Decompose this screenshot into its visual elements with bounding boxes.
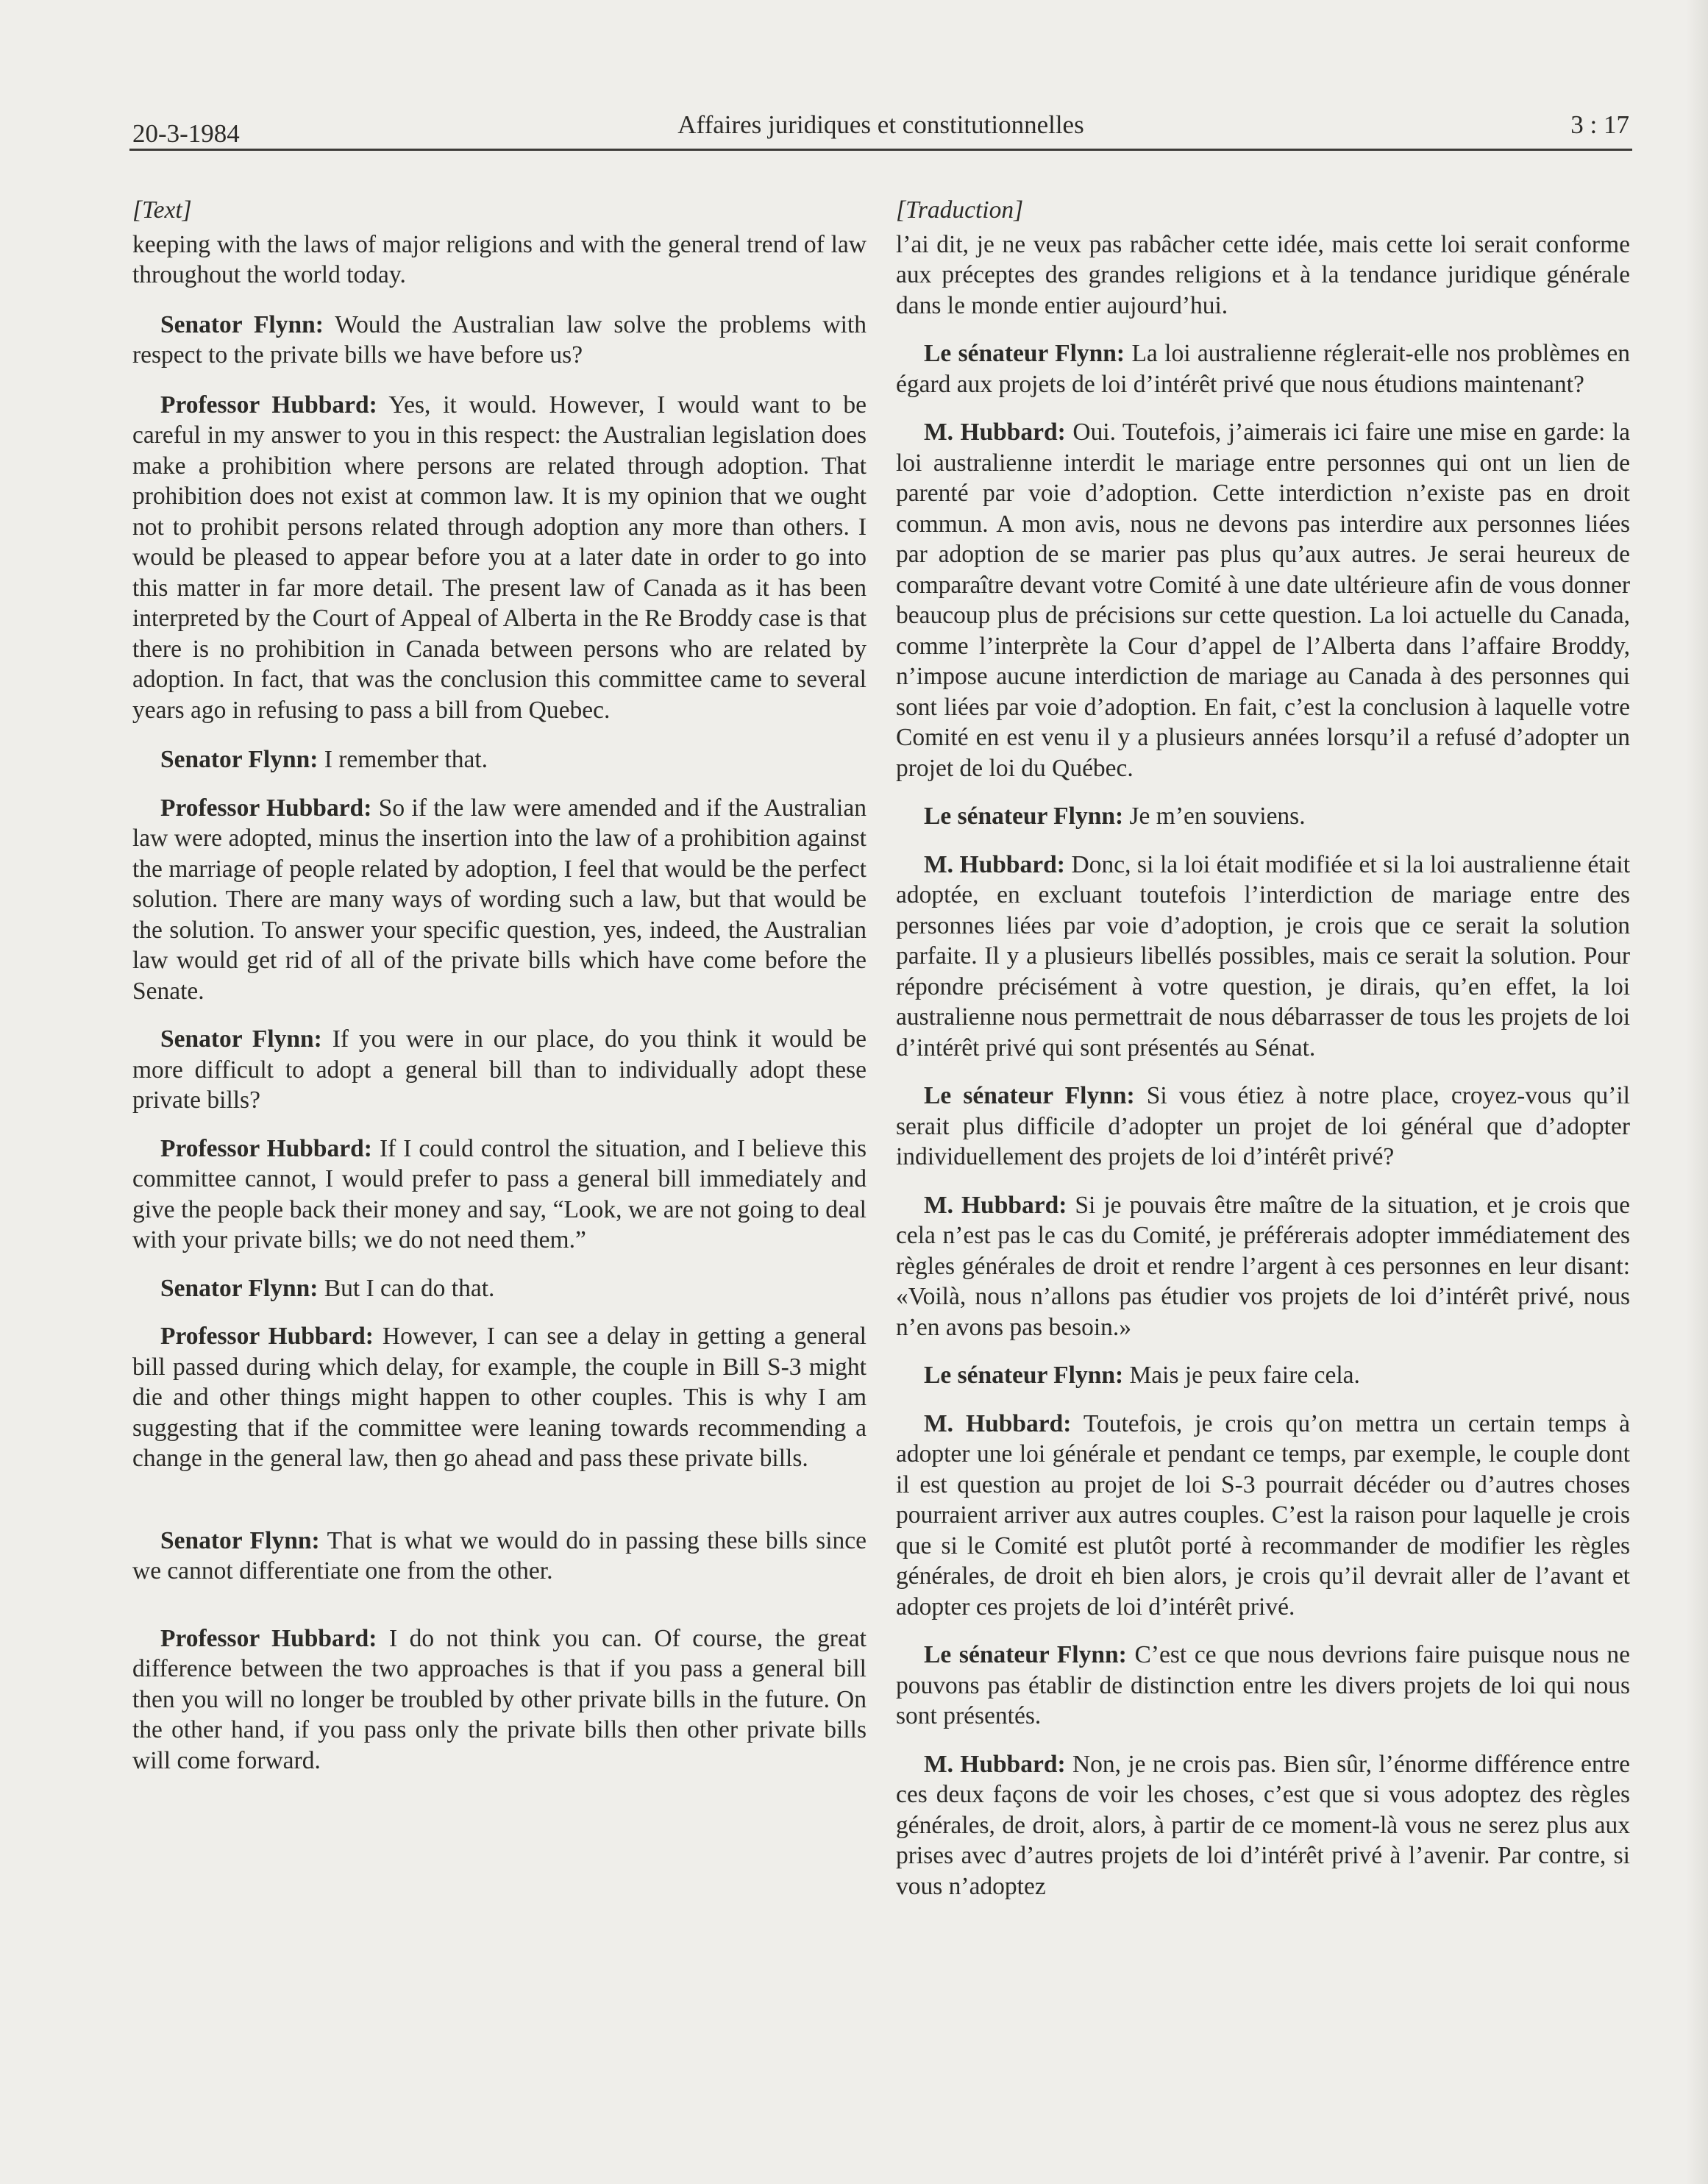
- header-date: 20-3-1984: [132, 119, 240, 148]
- speaker-label: Senator Flynn:: [160, 1526, 320, 1554]
- speech-text: I remember that.: [318, 746, 488, 773]
- speech-text: Non, je ne crois pas. Bien sûr, l’énorme différence entre ces deux façons de voir les choses, c’est que si vous adoptez des règles générales, de droit, alors, à partir de ce moment-là vous ne serez plus aux prises avec d’autres projets de loi d’intérêt privé à l’avenir. Par contre, si vous n’adoptez: [896, 1750, 1630, 1900]
- speech-text: If I could control the situation, and I believe this committee cannot, I would prefer to pass a general bill immediately and give the people back their money and say, “Look, we are not going to deal with your private bills; we do not need them.”: [132, 1134, 867, 1253]
- speech-paragraph: [132, 1526, 867, 1587]
- translation-tag: [Traduction]: [896, 196, 1024, 224]
- speaker-label: Le sénateur Flynn:: [924, 1641, 1127, 1668]
- speech-text: However, I can see a delay in getting a general bill passed during which delay, for example, the couple in Bill S-3 might die and other things might happen to other couples. This is why I am suggesting that if the committee were leaning towards recommending a change in the general law, then go ahead and pass these private bills.: [132, 1323, 867, 1472]
- speech-text: Si vous étiez à notre place, croyez-vous qu’il serait plus difficile d’adopter un projet de loi général que d’adopter individuellement des projets de loi d’intérêt privé?: [896, 1082, 1630, 1170]
- speech-paragraph: [896, 1360, 1630, 1391]
- speech-paragraph: [132, 793, 867, 1007]
- speech-text: So if the law were amended and if the Australian law were adopted, minus the insertion into the law of a prohibition against the marriage of people related by adoption, I feel that would be the perfect solution. There are many ways of wording such a law, but that would be the solution. To answer your specific question, yes, indeed, the Australian law would get rid of all of the private bills which have come before the Senate.: [132, 794, 867, 1005]
- speaker-label: Professor Hubbard:: [160, 1323, 374, 1350]
- text-tag: [Text]: [132, 196, 192, 224]
- continuation-paragraph: keeping with the laws of major religions and with the general trend of law throughout the world today.: [132, 230, 867, 288]
- page-edge: [1686, 0, 1708, 2184]
- speaker-label: M. Hubbard:: [924, 1750, 1066, 1778]
- header-page-number: 3 : 17: [1570, 110, 1629, 139]
- speech-paragraph: [896, 338, 1630, 399]
- speech-text: That is what we would do in passing these bills since we cannot differentiate one from the other.: [132, 1526, 867, 1584]
- speech-text: Si je pouvais être maître de la situation, et je crois que cela n’est pas le cas du Comité, je préférerais adopter immédiatement des règles générales de droit et rendre l’argent à ces personnes en leur disant: «Voilà, nous n’allons pas étudier vos projets de loi d’intérêt privé, nous n’en avons pas besoin.»: [896, 1191, 1630, 1341]
- speech-paragraph: [132, 1134, 867, 1256]
- speech-paragraph: [896, 1190, 1630, 1343]
- speaker-label: Professor Hubbard:: [160, 1624, 377, 1652]
- speech-paragraph: [132, 1623, 867, 1776]
- speech-paragraph: [132, 310, 867, 371]
- speaker-label: Professor Hubbard:: [160, 1134, 372, 1162]
- speaker-label: Senator Flynn:: [160, 310, 324, 338]
- speech-text: I do not think you can. Of course, the great difference between the two approaches is that if you pass a general bill then you will no longer be troubled by other private bills in the future. On the other hand, if you pass only the private bills then other private bills will come forward.: [132, 1624, 867, 1774]
- speech-text: Yes, it would. However, I would want to be careful in my answer to you in this respect: the Australian legislation does make a prohibition where persons are related through adoption. That prohibition does not exist at common law. It is my opinion that we ought not to prohibit persons related through adoption any more than others. I would be pleased to appear before you at a later date in order to go into this matter in far more detail. The present law of Canada as it has been interpreted by the Court of Appeal of Alberta in the Re Broddy case is that there is no prohibition in Canada between persons who are related by adoption. In fact, that was the conclusion this committee came to several years ago in refusing to pass a bill from Quebec.: [132, 391, 867, 724]
- speaker-label: M. Hubbard:: [924, 1409, 1072, 1437]
- speaker-label: Le sénateur Flynn:: [924, 1082, 1135, 1109]
- header-rule: [129, 149, 1632, 151]
- speech-paragraph: [132, 744, 867, 775]
- speaker-label: Senator Flynn:: [160, 1025, 322, 1053]
- continuation-paragraph: l’ai dit, je ne veux pas rabâcher cette idée, mais cette loi serait conforme aux préceptes des grandes religions et à la tendance juridique générale dans le monde entier aujourd’hui.: [896, 230, 1630, 319]
- speech-text: Je m’en souviens.: [1123, 803, 1306, 830]
- speaker-label: Le sénateur Flynn:: [924, 1362, 1124, 1389]
- speech-paragraph: [896, 1081, 1630, 1173]
- speech-paragraph: [132, 1024, 867, 1116]
- speaker-label: M. Hubbard:: [924, 850, 1065, 878]
- speaker-label: M. Hubbard:: [924, 1191, 1067, 1219]
- speech-text: Donc, si la loi était modifiée et si la loi australienne était adoptée, en excluant toutefois l’interdiction de mariage entre des personnes liées par voie d’adoption, je crois que ce serait la solution parfaite. Il y a plusieurs libellés possibles, mais ce serait la solution. Pour répondre précisément à votre question, je dirais, qu’en effet, la loi australienne nous permettrait de nous débarrasser de tous les projets de loi d’intérêt privé qui sont présentés au Sénat.: [896, 850, 1630, 1061]
- speech-text: But I can do that.: [318, 1274, 495, 1302]
- speaker-label: Le sénateur Flynn:: [924, 340, 1125, 367]
- speaker-label: Senator Flynn:: [160, 746, 319, 773]
- speech-paragraph: [132, 1273, 867, 1304]
- speech-text: Toutefois, je crois qu’on mettra un certain temps à adopter une loi générale et pendant ce temps, par exemple, le couple dont il est question au projet de loi S-3 pourrait décéder ou d’autres choses pourraient arriver aux autres couples. C’est la raison pour laquelle je crois que si le Comité est plutôt porté à recommander de modifier les règles générales, de droit eh bien alors, je crois qu’il devrait aller de l’avant et adopter ces projets de loi d’intérêt privé.: [896, 1409, 1630, 1621]
- speaker-label: M. Hubbard:: [924, 419, 1066, 446]
- speech-paragraph: [896, 850, 1630, 1064]
- speech-paragraph: [896, 1640, 1630, 1732]
- speech-paragraph: [896, 417, 1630, 783]
- running-header: [132, 110, 1629, 149]
- speaker-label: Senator Flynn:: [160, 1274, 319, 1302]
- english-column: [132, 195, 867, 1793]
- speaker-label: Professor Hubbard:: [160, 794, 372, 822]
- speech-paragraph: [132, 1321, 867, 1474]
- speaker-label: Professor Hubbard:: [160, 391, 377, 419]
- header-title: Affaires juridiques et constitutionnelles: [677, 110, 1084, 139]
- speech-text: Would the Australian law solve the problems with respect to the private bills we have before us?: [132, 310, 867, 369]
- french-column: [896, 195, 1630, 1919]
- speech-text: Oui. Toutefois, j’aimerais ici faire une mise en garde: la loi australienne interdit le mariage entre personnes qui ont un lien de parenté par voie d’adoption. Cette interdiction n’existe pas en droit commun. A mon avis, nous ne devons pas interdire aux personnes liées par adoption de se marier pas plus qu’aux autres. Je serai heureux de comparaître devant votre Comité à une date ultérieure afin de vous donner beaucoup plus de précisions sur cette question. La loi actuelle du Canada, comme l’interprète la Cour d’appel de l’Alberta dans l’affaire Broddy, n’impose aucune interdiction de mariage au Canada à des personnes qui sont liées par voie d’adoption. En fait, c’est la conclusion à laquelle votre Comité en est venu il y a plusieurs années lorsqu’il a refusé d’adopter un projet de loi du Québec.: [896, 419, 1631, 782]
- speech-paragraph: [896, 801, 1630, 832]
- speech-paragraph: [132, 390, 867, 726]
- speech-paragraph: [896, 1749, 1630, 1902]
- speaker-label: Le sénateur Flynn:: [924, 803, 1124, 830]
- speech-text: If you were in our place, do you think it would be more difficult to adopt a general bill than to individually adopt these private bills?: [132, 1025, 867, 1114]
- speech-text: La loi australienne réglerait-elle nos problèmes en égard aux projets de loi d’intérêt privé que nous étudions maintenant?: [896, 340, 1630, 398]
- speech-text: Mais je peux faire cela.: [1123, 1362, 1360, 1389]
- speech-paragraph: [896, 1409, 1630, 1623]
- speech-text: C’est ce que nous devrions faire puisque nous ne pouvons pas établir de distinction entre les divers projets de loi qui nous sont présentés.: [896, 1641, 1631, 1729]
